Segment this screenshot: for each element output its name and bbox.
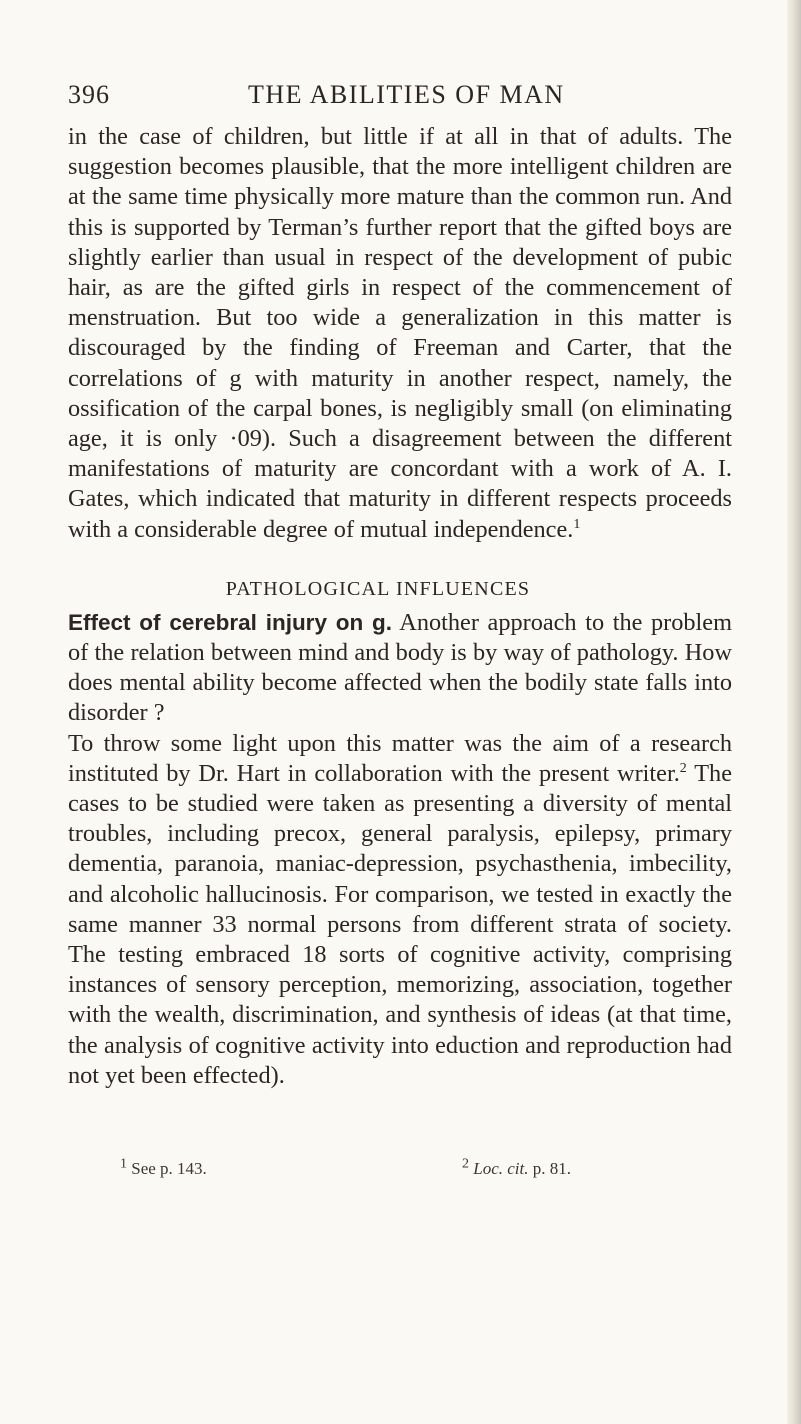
paragraph-2-text: Another approach to the problem of the relation between mind and body is by way of pathology. How does mental ability become affected when the bodily state falls into disorder ?: [68, 608, 732, 727]
paragraph-3-text-a: To throw some light upon this matter was the aim of a research instituted by Dr. Hart in collaboration with the present writer.: [68, 729, 732, 787]
body-text: [68, 122, 732, 1091]
page-number: 396: [68, 80, 110, 109]
paragraph-1-text: in the case of children, but little if at all in that of adults. The suggestion becomes plausible, that the more intelligent children are at the same time physically more mature than the common run. And this is supported by Terman’s further report that the gifted boys are slightly earlier than usual in respect of the development of pubic hair, as are the gifted girls in respect of the commencement of menstruation. But too wide a generalization in this matter is discouraged by the finding of Freeman and Carter, that the correlations of g with maturity in another respect, namely, the ossification of the carpal bones, is negligibly small (on eliminating age, it is only ·09). Such a disagreement between the different manifestations of maturity are concordant with a work of A. I. Gates, which indicated that maturity in different respects proceeds with a considerable degree of mutual independence.: [68, 123, 732, 543]
footnote-2-mark: 2: [462, 1156, 469, 1172]
paragraph-3-text-b: The cases to be studied were taken as presenting a diversity of mental troubles, including precox, general paralysis, epilepsy, primary dementia, paranoia, maniac-depression, psychasthenia, imbecility, and alcoholic hallucinosis. For comparison, we tested in exactly the same manner 33 normal persons from different strata of society. The testing embraced 18 sorts of cognitive activity, comprising instances of sensory perception, memorizing, association, together with the wealth, discrimination, and synthesis of ideas (at that time, the analysis of cognitive activity into eduction and reproduction had not yet been effected).: [68, 759, 732, 1089]
footnote-1-text: See p. 143.: [131, 1159, 207, 1178]
footnote-ref-2: 2: [679, 760, 687, 776]
footnotes: [120, 1156, 740, 1189]
page-edge-shadow: [787, 0, 801, 1424]
paragraph-2-lead: Effect of cerebral injury on g.: [68, 609, 393, 635]
running-head: THE ABILITIES OF MAN: [248, 80, 565, 109]
footnote-2: [462, 1156, 571, 1179]
footnote-1-mark: 1: [120, 1156, 127, 1172]
footnote-ref-1: 1: [573, 516, 581, 532]
footnote-2-text: p. 81.: [532, 1159, 571, 1178]
paragraph-3: [68, 729, 732, 1091]
page-header: [68, 80, 728, 116]
section-heading: PATHOLOGICAL INFLUENCES: [225, 577, 531, 600]
paragraph-1: [68, 122, 732, 545]
footnote-1: [120, 1156, 207, 1179]
footnote-2-italic: Loc. cit.: [473, 1159, 529, 1178]
paragraph-2: [68, 608, 732, 729]
